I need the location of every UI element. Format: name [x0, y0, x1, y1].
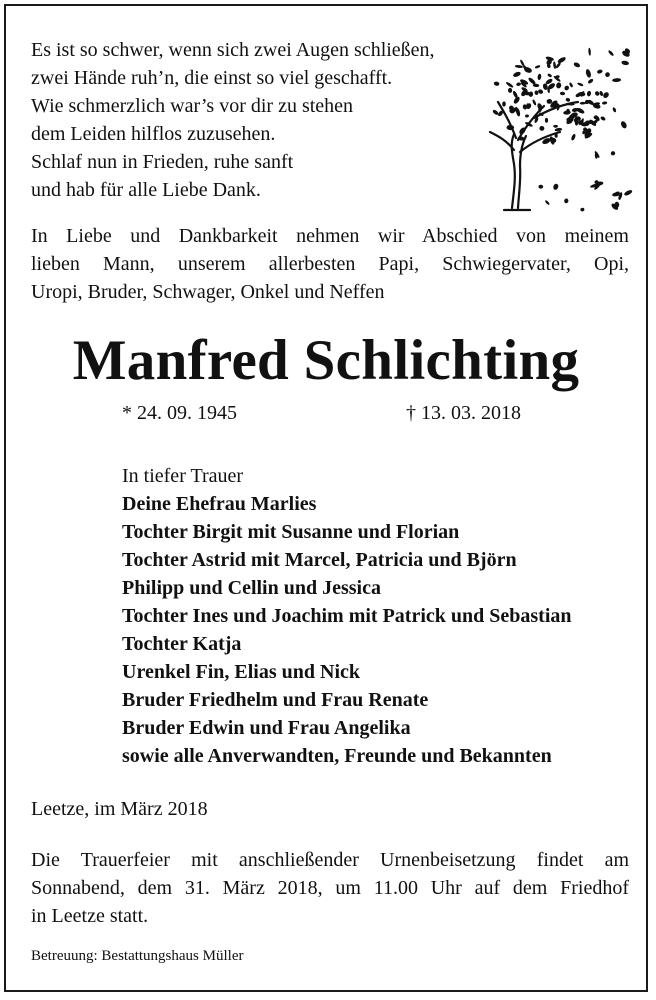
leaf-mark	[573, 62, 581, 69]
leaf-mark	[546, 99, 552, 104]
leaf-mark	[516, 82, 521, 86]
intro-line: lieben Mann, unserem allerbesten Papi, Schwiegervater, Opi,	[31, 253, 629, 275]
leaf-mark	[570, 133, 576, 141]
leaf-mark	[539, 125, 545, 131]
death-date: † 13. 03. 2018	[406, 402, 521, 424]
leaf-mark	[528, 91, 533, 97]
leaf-mark	[569, 82, 574, 88]
mourner-line: Tochter Birgit mit Susanne und Florian	[122, 521, 460, 543]
leaf-mark	[564, 198, 569, 203]
mourner-line: sowie alle Anverwandten, Freunde und Bekannten	[122, 745, 552, 767]
leaf-mark	[623, 189, 633, 197]
service-line: in Leetze statt.	[31, 905, 149, 927]
leaf-mark	[508, 88, 513, 93]
poem-line: Schlaf nun in Frieden, ruhe sanft	[31, 151, 294, 173]
leaf-mark	[620, 120, 628, 129]
service-line: Die Trauerfeier mit anschließender Urnenbeisetzung findet am	[31, 849, 629, 871]
funeral-home-credit: Betreuung: Bestattungshaus Müller	[31, 948, 244, 964]
leaf-mark	[586, 90, 591, 96]
leaf-mark	[553, 61, 557, 69]
leaf-mark	[560, 92, 566, 96]
place-date: Leetze, im März 2018	[31, 798, 208, 820]
leaf-mark	[612, 78, 621, 82]
mourner-line: Tochter Katja	[122, 633, 242, 655]
leaf-mark	[525, 114, 529, 118]
leaf-mark	[532, 99, 537, 106]
mourner-line: Tochter Astrid mit Marcel, Patricia und Björn	[122, 549, 517, 571]
leaf-mark	[557, 56, 567, 64]
intro-text	[31, 222, 629, 306]
leaf-mark	[505, 81, 514, 88]
leaf-mark	[564, 85, 570, 91]
leaf-mark	[621, 60, 629, 66]
leaf-mark	[610, 150, 616, 156]
poem-line: Wie schmerzlich war’s vor dir zu stehen	[31, 95, 354, 117]
leaf-mark	[544, 200, 550, 206]
leaf-mark	[580, 207, 585, 211]
poem-line: und hab für alle Liebe Dank.	[31, 179, 261, 201]
leaf-mark	[537, 73, 542, 80]
leaf-mark	[547, 73, 552, 78]
intro-line: In Liebe und Dankbarkeit nehmen wir Abschied von meinem	[31, 225, 629, 247]
leaf-mark	[597, 69, 603, 74]
leaf-mark	[545, 118, 548, 123]
tree-icon	[474, 40, 634, 216]
leaf-mark	[556, 82, 562, 89]
leaf-mark	[502, 101, 506, 106]
leaf-mark	[604, 71, 611, 78]
leaf-mark	[537, 89, 544, 95]
leaf-mark	[585, 69, 592, 79]
leaf-mark	[493, 81, 499, 86]
leaf-mark	[602, 91, 610, 99]
leaf-mark	[512, 71, 521, 78]
intro-line: Uropi, Bruder, Schwager, Onkel und Neffen	[31, 281, 385, 303]
mourner-line: Bruder Edwin und Frau Angelika	[122, 717, 411, 739]
deceased-name: Manfred Schlichting	[72, 329, 580, 392]
leaf-mark	[554, 127, 562, 131]
mourners-list	[122, 462, 572, 770]
obituary-notice	[4, 4, 648, 992]
leaf-mark	[553, 183, 560, 190]
poem-line: Es ist so schwer, wenn sich zwei Augen schließen,	[31, 39, 435, 61]
leaf-mark	[602, 101, 608, 105]
leaf-mark	[565, 97, 570, 102]
leaf-mark	[534, 65, 540, 70]
birth-date: * 24. 09. 1945	[122, 402, 237, 424]
leaf-mark	[533, 84, 540, 88]
mourner-line: Philipp und Cellin und Jessica	[122, 577, 381, 599]
leaf-mark	[538, 185, 543, 189]
leaf-mark	[612, 107, 617, 113]
funeral-service-text	[31, 846, 629, 930]
service-line: Sonnabend, dem 31. März 2018, um 11.00 Uhr auf dem Friedhof	[31, 877, 629, 899]
leaf-mark	[600, 116, 606, 122]
leaf-mark	[608, 50, 615, 57]
leaf-mark	[563, 110, 571, 115]
poem-line: zwei Hände ruh’n, die einst so viel geschafft.	[31, 67, 393, 89]
leaf-mark	[599, 91, 604, 97]
poem-line: dem Leiden hilflos zuzusehen.	[31, 123, 276, 145]
mourners-heading: In tiefer Trauer	[122, 465, 244, 487]
mourner-line: Deine Ehefrau Marlies	[122, 493, 317, 515]
leaf-mark	[587, 78, 594, 84]
leaf-mark	[577, 82, 584, 87]
poem	[31, 36, 435, 204]
leaf-mark	[515, 65, 523, 69]
mourner-line: Tochter Ines und Joachim mit Patrick und Sebastian	[122, 605, 572, 627]
mourner-line: Urenkel Fin, Elias und Nick	[122, 661, 361, 683]
mourner-line: Bruder Friedhelm und Frau Renate	[122, 689, 429, 711]
leaf-mark	[588, 48, 591, 56]
leaf-mark	[594, 90, 600, 96]
leaf-mark	[553, 125, 558, 128]
